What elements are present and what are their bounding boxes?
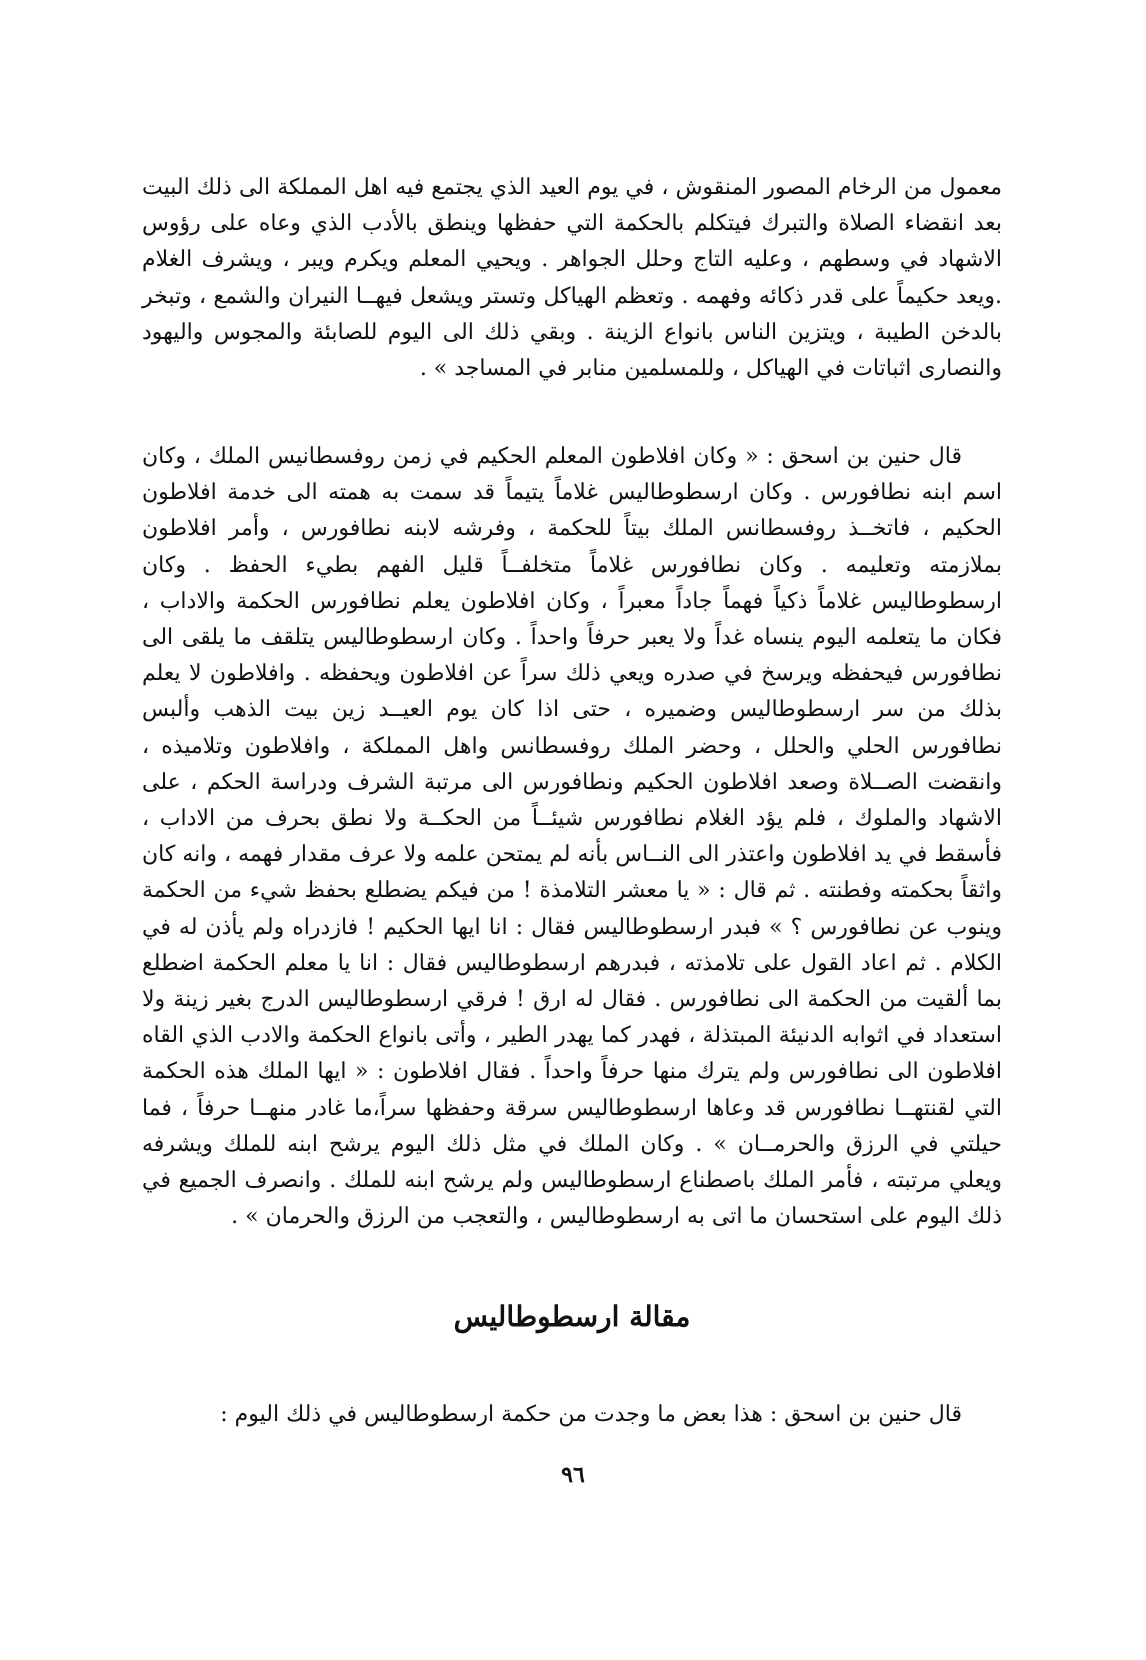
- page-number: ٩٦: [561, 1462, 585, 1488]
- paragraph-continuation: معمول من الرخام المصور المنقوش ، في يوم العيد الذي يجتمع فيه اهل المملكة الى ذلك البيت بعد انقضاء الصلاة والتبرك فيتكلم بالحكمة التي حفظها وينطق بالأدب الذي وعاه على رؤوس الاشهاد في وسطهم ، وعليه التاج وحلل الجواهر . ويحيي المعلم ويكرم ويبر ، ويشرف الغلام .ويعد حكيماً على قدر ذكائه وفهمه . وتعظم الهياكل وتستر ويشعل فيهــا النيران والشمع ، وتبخر بالدخن الطيبة ، ويتزين الناس بانواع الزينة . وبقي ذلك الى اليوم للصابئة والمجوس واليهود والنصارى اثباتات في الهياكل ، وللمسلمين منابر في المساجد » .: [142, 175, 1002, 382]
- closing-line: قال حنين بن اسحق : هذا بعض ما وجدت من حكمة ارسطوطاليس في ذلك اليوم :: [220, 1402, 962, 1427]
- section-title: مقالة ارسطوطاليس: [453, 1300, 691, 1333]
- paragraph-hunayn-narration: قال حنين بن اسحق : « وكان افلاطون المعلم الحكيم في زمن روفسطانيس الملك ، وكان اسم ابنه نطافورس . وكان ارسطوطاليس غلاماً يتيماً قد سمت به همته الى خدمة افلاطون الحكيم ، فاتخــذ روفسطانس الملك بيتاً للحكمة ، وفرشه لابنه نطافورس ، وأمر افلاطون بملازمته وتعليمه . وكان نطافورس غلاماً متخلفــاً قليل الفهم بطيء الحفظ . وكان ارسطوطاليس غلاماً ذكياً فهماً جاداً معبراً ، وكان افلاطون يعلم نطافورس الحكمة والاداب ، فكان ما يتعلمه اليوم ينساه غداً ولا يعبر حرفاً واحداً . وكان ارسطوطاليس يتلقف ما يلقى الى نطافورس فيحفظه ويرسخ في صدره ويعي ذلك سراً عن افلاطون ويحفظه . وافلاطون لا يعلم بذلك من سر ارسطوطاليس وضميره ، حتى اذا كان يوم العيــد زين بيت الذهب وألبس نطافورس الحلي والحلل ، وحضر الملك روفسطانس واهل المملكة ، وافلاطون وتلاميذه ، وانقضت الصــلاة وصعد افلاطون الحكيم ونطافورس الى مرتبة الشرف ودراسة الحكم ، على الاشهاد والملوك ، فلم يؤد الغلام نطافورس شيئــاً من الحكــة ولا نطق بحرف من الاداب ، فأسقط في يد افلاطون واعتذر الى النــاس بأنه لم يمتحن علمه ولا عرف مقدار فهمه ، وانه كان واثقاً بحكمته وفطنته . ثم قال : « يا معشر التلامذة ! من فيكم يضطلع بحفظ شيء من الحكمة وينوب عن نطافورس ؟ » فبدر ارسطوطاليس فقال : انا ايها الحكيم ! فازدراه ولم يأذن له في الكلام . ثم اعاد القول على تلامذته ، فبدرهم ارسطوطاليس فقال : انا يا معلم الحكمة اضطلع بما ألقيت من الحكمة الى نطافورس . فقال له ارق ! فرقي ارسطوطاليس الدرج بغير زينة ولا استعداد في اثوابه الدنيئة المبتذلة ، فهدر كما يهدر الطير ، وأتى بانواع الحكمة والادب الذي القاه افلاطون الى نطافورس ولم يترك منها حرفاً واحداً . فقال افلاطون : « ايها الملك هذه الحكمة التي لقنتهــا نطافورس قد وعاها ارسطوطاليس سرقة وحفظها سراً،ما غادر منهــا حرفاً ، فما حيلتي في الرزق والحرمــان » . وكان الملك في مثل ذلك اليوم يرشح ابنه للملك ويشرفه ويعلي مرتبته ، فأمر الملك باصطناع ارسطوطاليس ولم يرشح ابنه للملك . وانصرف الجميع في ذلك اليوم على استحسان ما اتى به ارسطوطاليس ، والتعجب من الرزق والحرمان » .: [142, 444, 1002, 1230]
